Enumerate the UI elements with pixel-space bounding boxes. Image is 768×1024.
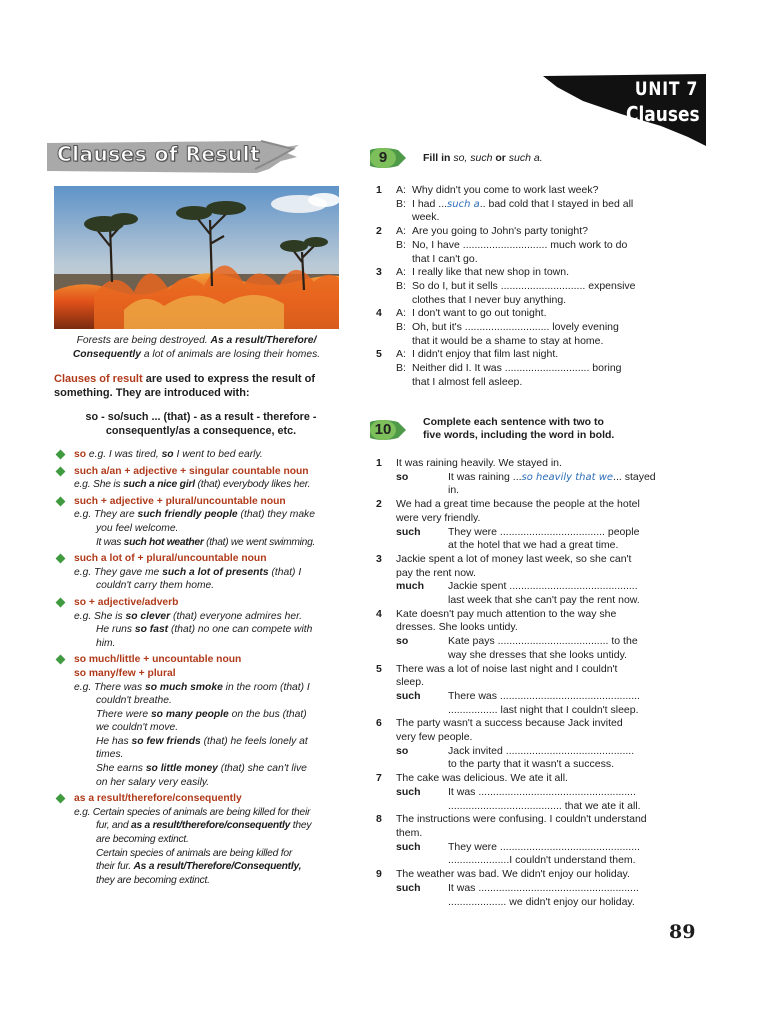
rule-so: so e.g. I was tired, so I went to bed early. (54, 448, 344, 462)
exercise-10-item (376, 813, 670, 868)
keyword: such (396, 881, 421, 894)
rule-such-a: such a/an + adjective + singular countable noun e.g. She is such a nice girl (that) everybody likes her. (54, 465, 344, 492)
rewrite-continuation: in. (448, 484, 460, 497)
keyword: so (396, 635, 409, 648)
keyword: so (396, 744, 409, 757)
rewrite-continuation: way she dresses that she looks untidy. (448, 648, 627, 661)
line-a-text: I didn't enjoy that film last night. (412, 348, 559, 361)
rewrite-line (396, 690, 670, 704)
line-b-continuation: that it would be a shame to stay at home. (412, 334, 604, 347)
answer-text[interactable]: such a (447, 198, 480, 210)
speaker-b: B: (396, 321, 406, 334)
item-number: 3 (376, 266, 382, 279)
rewrite-continuation: ................. last night that I couldn't sleep. (448, 703, 639, 716)
speaker-b: B: (396, 362, 406, 375)
keyword: such (396, 785, 421, 798)
item-number: 6 (376, 717, 382, 730)
source-text: We had a great time because the people at the hotel (396, 498, 640, 511)
rule-so-much-many: so much/little + uncountable noun so many/few + plural e.g. There was so much smoke in the room (that) I couldn't breathe. There were so many people on the bus (that) we couldn't move. He has so few friends (that) he feels lonely at times. She earns so little money (that) she can't live on her salary very easily. (54, 653, 344, 789)
rewrite-line (396, 786, 670, 800)
bullet-diamond-icon (56, 450, 66, 460)
rule-as-a-result: as a result/therefore/consequently e.g. Certain species of animals are being killed for their fur, and as a result/therefore/consequently they are becoming extinct. Certain species of animals are being killed for their fur. As a result/Therefore/Consequently, they are becoming extinct. (54, 792, 344, 887)
bullet-diamond-icon (56, 655, 66, 665)
source-continuation: dresses. She looks untidy. (396, 621, 518, 634)
exercise-10-item (376, 663, 670, 718)
source-text: The instructions were confusing. I couldn't understand (396, 813, 647, 826)
dialogue-line-a (396, 266, 670, 280)
source-text: Kate doesn't pay much attention to the way she (396, 607, 617, 620)
line-b-continuation: that I almost fell asleep. (412, 375, 523, 388)
rewrite-continuation: .....................I couldn't understand them. (448, 854, 636, 867)
line-b-continuation: that I can't go. (412, 252, 478, 265)
rule-such-plural: such + adjective + plural/uncountable noun e.g. They are such friendly people (that) they make you feel welcome. It was such hot weather (that) we went swimming. (54, 495, 344, 549)
exercise-10-item (376, 772, 670, 813)
line-b-text: Neither did I. It was ............................. boring (412, 362, 622, 375)
rewrite-text: Kate pays ...................................... to the (448, 635, 638, 648)
keyword: such (396, 840, 421, 853)
exercise-10-item (376, 717, 670, 772)
bullet-diamond-icon (56, 466, 66, 476)
speaker-a: A: (396, 184, 406, 196)
rewrite-continuation: .................... we didn't enjoy our holiday. (448, 895, 635, 908)
line-a-text: Are you going to John's party tonight? (412, 225, 588, 238)
item-number: 2 (376, 498, 382, 511)
line-b-text: So do I, but it sells ............................. expensive (412, 279, 636, 292)
rules-list (54, 448, 344, 890)
item-number: 5 (376, 348, 382, 361)
rewrite-text: Jackie spent ............................................ (448, 580, 638, 593)
item-number: 5 (376, 662, 382, 675)
bullet-diamond-icon (56, 597, 66, 607)
dialogue-line-b (396, 321, 670, 335)
line-a-text: I don't want to go out tonight. (412, 307, 547, 320)
exercise-9-item (376, 184, 670, 225)
forest-fire-photo (54, 186, 339, 329)
answer-text[interactable]: so heavily that we (521, 471, 614, 483)
source-continuation: were very friendly. (396, 511, 481, 524)
speaker-b: B: (396, 197, 406, 210)
page-number: 89 (669, 921, 696, 943)
exercise-9-badge: 9 (368, 146, 402, 170)
dialogue-line-b (396, 198, 670, 212)
source-text: There was a lot of noise last night and I couldn't (396, 662, 618, 675)
line-b-continuation: week. (412, 211, 440, 224)
item-number: 9 (376, 868, 382, 881)
rewrite-line (396, 841, 670, 855)
dialogue-line-b (396, 280, 670, 294)
rewrite-text: They were ................................................ (448, 840, 640, 853)
exercise-9-item (376, 348, 670, 389)
item-number: 8 (376, 813, 382, 826)
item-number: 3 (376, 552, 382, 565)
rule-so-adjective: so + adjective/adverb e.g. She is so clever (that) everyone admires her. He runs so fast (that) no one can compete with him. (54, 596, 344, 650)
source-sentence (396, 608, 670, 635)
rewrite-continuation: to the party that it wasn't a success. (448, 758, 615, 771)
line-a-text: Why didn't you come to work last week? (412, 184, 599, 196)
speaker-a: A: (396, 266, 406, 279)
rewrite-line (396, 635, 670, 649)
dialogue-line-b (396, 362, 670, 376)
item-number: 2 (376, 225, 382, 238)
intro-highlight: Clauses of result (54, 373, 143, 385)
rewrite-text: It was ...................................................... (448, 785, 636, 798)
line-b-text: .. bad cold that I stayed in bed all (479, 197, 634, 210)
rewrite-line (396, 580, 670, 594)
exercise-9-instruction: Fill in so, such or such a. (423, 152, 543, 164)
source-text: Jackie spent a lot of money last week, so she can't (396, 552, 632, 565)
rewrite-text: It was ....................................................... (448, 881, 639, 894)
source-text: The weather was bad. We didn't enjoy our holiday. (396, 868, 630, 881)
line-b-continuation: clothes that I never buy anything. (412, 293, 567, 306)
line-b-text: No, I have ............................. much work to do (412, 238, 628, 251)
keyword: such (396, 525, 421, 538)
dialogue-line-b (396, 239, 670, 253)
keyword: so (396, 470, 409, 483)
exercise-10-item (376, 498, 670, 553)
rewrite-text: They were .................................... people (448, 525, 640, 538)
source-sentence (396, 772, 670, 786)
dialogue-line-a (396, 225, 670, 239)
exercise-10-list (376, 457, 670, 909)
rewrite-line (396, 882, 670, 896)
line-a-text: I really like that new shop in town. (412, 266, 569, 279)
section-title: Clauses of Result (57, 142, 261, 166)
unit-banner (543, 74, 706, 146)
source-text: The party wasn't a success because Jack invited (396, 717, 623, 730)
item-number: 7 (376, 772, 382, 785)
rewrite-text: It was raining ... (448, 470, 522, 483)
dialogue-line-a (396, 348, 670, 362)
line-b-text: Oh, but it's ............................. lovely evening (412, 321, 619, 334)
source-sentence (396, 498, 670, 525)
source-text: It was raining heavily. We stayed in. (396, 457, 562, 469)
speaker-a: A: (396, 348, 406, 361)
speaker-a: A: (396, 225, 406, 238)
exercise-10-badge: 10 (368, 418, 402, 442)
rewrite-text: Jack invited ............................................ (448, 744, 635, 757)
rewrite-line (396, 471, 670, 485)
rule-such-a-lot-of: such a lot of + plural/uncountable noun e.g. They gave me such a lot of presents (that) I couldn't carry them home. (54, 552, 344, 593)
source-continuation: pay the rent now. (396, 566, 476, 579)
rewrite-continuation: ....................................... that we ate it all. (448, 799, 641, 812)
source-sentence (396, 868, 670, 882)
line-b-text: I had ... (412, 197, 448, 210)
keyword: such (396, 689, 421, 702)
item-number: 1 (376, 457, 382, 469)
item-number: 4 (376, 307, 382, 320)
exercise-10-item (376, 868, 670, 909)
bullet-diamond-icon (56, 554, 66, 564)
rewrite-text: ... stayed (613, 470, 656, 483)
source-sentence (396, 813, 670, 840)
item-number: 4 (376, 607, 382, 620)
exercise-9-list (376, 184, 670, 390)
source-continuation: very few people. (396, 731, 473, 744)
exercise-9-item (376, 266, 670, 307)
section-header (47, 139, 299, 173)
bullet-diamond-icon (56, 794, 66, 804)
source-sentence (396, 663, 670, 690)
unit-number: UNIT 7 (634, 78, 698, 100)
connectors-list: so - so/such ... (that) - as a result - therefore - consequently/as a consequence, etc. (85, 411, 317, 437)
rewrite-line (396, 745, 670, 759)
source-text: The cake was delicious. We ate it all. (396, 772, 568, 785)
item-number: 1 (376, 184, 382, 196)
exercise-10-item (376, 553, 670, 608)
rewrite-continuation: last week that she can't pay the rent now. (448, 594, 640, 607)
exercise-10-item (376, 457, 670, 498)
keyword: much (396, 580, 425, 593)
intro-text: Clauses of result are used to express the result of something. They are introduced with: (54, 373, 316, 399)
photo-caption: Forests are being destroyed. As a result/Therefore/ Consequently a lot of animals are losing their homes. (72, 335, 321, 360)
source-sentence (396, 717, 670, 744)
rewrite-line (396, 526, 670, 540)
speaker-b: B: (396, 238, 406, 251)
speaker-a: A: (396, 307, 406, 320)
bullet-diamond-icon (56, 496, 66, 506)
source-sentence (396, 553, 670, 580)
source-continuation: sleep. (396, 676, 425, 689)
source-sentence (396, 457, 670, 471)
unit-title: Clauses (626, 102, 700, 126)
rewrite-continuation: at the hotel that we had a great time. (448, 539, 619, 552)
speaker-b: B: (396, 279, 406, 292)
dialogue-line-a (396, 307, 670, 321)
source-continuation: them. (396, 826, 423, 839)
dialogue-line-a (396, 184, 670, 198)
rewrite-text: There was ................................................ (448, 689, 640, 702)
exercise-9-item (376, 307, 670, 348)
exercise-10-instruction: Complete each sentence with two to five words, including the word in bold. (423, 416, 615, 441)
exercise-9-item (376, 225, 670, 266)
exercise-10-item (376, 608, 670, 663)
